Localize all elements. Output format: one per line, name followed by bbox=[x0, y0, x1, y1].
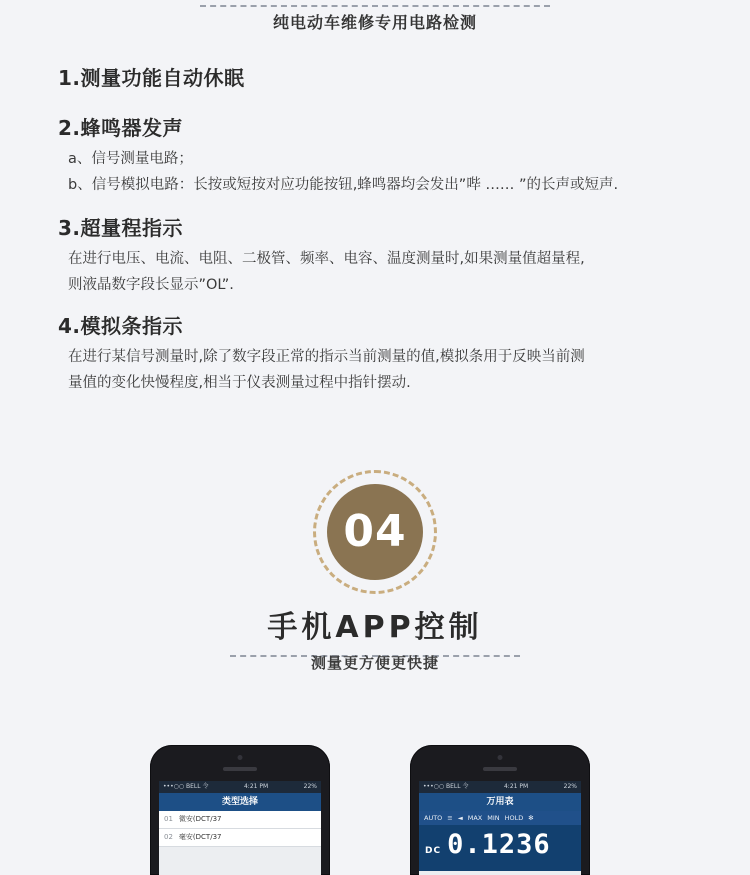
feature-item-2 bbox=[0, 110, 750, 198]
camera-icon bbox=[498, 755, 503, 760]
status-bar bbox=[159, 781, 321, 793]
list-item-index: 01 bbox=[164, 815, 173, 823]
feature-1-heading bbox=[0, 60, 750, 96]
status-time: 4:21 PM bbox=[243, 783, 269, 790]
feature-item-3 bbox=[0, 210, 750, 298]
meter-max-button[interactable]: MAX bbox=[467, 814, 483, 822]
top-divider bbox=[200, 5, 550, 7]
phone-mockup-right bbox=[410, 745, 590, 875]
feature-3-body bbox=[0, 246, 750, 298]
feature-2-heading bbox=[0, 110, 750, 146]
feature-item-4 bbox=[0, 308, 750, 396]
status-time: 4:21 PM bbox=[503, 783, 529, 790]
feature-2-title: 蜂鸣器发声 bbox=[80, 116, 184, 140]
section-badge bbox=[0, 470, 750, 598]
list-item-label: 微安(DCT/37 bbox=[178, 815, 222, 823]
feature-3-heading bbox=[0, 210, 750, 246]
feature-4-title: 模拟条指示 bbox=[80, 314, 184, 338]
feature-1-title: 测量功能自动休眠 bbox=[80, 66, 245, 90]
meter-min-button[interactable]: MIN bbox=[487, 814, 500, 822]
feature-2-number: 2. bbox=[58, 116, 81, 140]
phone-screen-right bbox=[419, 781, 581, 875]
feature-3-line-2: 则液晶数字段长显示”OL”. bbox=[68, 277, 234, 293]
status-carrier: •••○○ BELL 令 bbox=[423, 783, 469, 790]
feature-4-number: 4. bbox=[58, 314, 81, 338]
meter-mode-label: DC bbox=[425, 846, 442, 856]
page-title: 纯电动车维修专用电路检测 bbox=[272, 13, 477, 32]
speaker-grill bbox=[483, 767, 517, 771]
feature-1-number: 1. bbox=[58, 66, 81, 90]
feature-3-number: 3. bbox=[58, 216, 81, 240]
badge-number: 04 bbox=[327, 484, 423, 580]
feature-list bbox=[0, 60, 750, 400]
feature-4-line-2: 量值的变化快慢程度,相当于仪表测量过程中指针摆动. bbox=[68, 375, 411, 391]
badge-dashed-ring bbox=[313, 470, 437, 594]
meter-hold-button[interactable]: HOLD bbox=[504, 814, 524, 822]
bluetooth-icon: ✻ bbox=[528, 814, 534, 822]
menu-icon[interactable]: ≡ bbox=[447, 814, 453, 822]
meter-auto-button[interactable]: AUTO bbox=[424, 814, 443, 822]
meter-toolbar bbox=[419, 811, 581, 825]
status-battery: 22% bbox=[563, 783, 577, 790]
feature-item-1 bbox=[0, 60, 750, 96]
speaker-grill bbox=[223, 767, 257, 771]
list-item-index: 02 bbox=[164, 833, 173, 841]
phone-mockup-left bbox=[150, 745, 330, 875]
list-item-label: 毫安(DCT/37 bbox=[178, 833, 222, 841]
camera-icon bbox=[238, 755, 243, 760]
feature-3-line-1: 在进行电压、电流、电阻、二极管、频率、电容、温度测量时,如果测量值超量程, bbox=[68, 251, 585, 267]
list-item[interactable] bbox=[159, 811, 321, 829]
section-subtitle: 测量更方便更快捷 bbox=[310, 654, 439, 672]
meter-value: 0.1236 bbox=[447, 829, 551, 860]
feature-4-line-1: 在进行某信号测量时,除了数字段正常的指示当前测量的值,模拟条用于反映当前测 bbox=[68, 349, 585, 365]
status-bar bbox=[419, 781, 581, 793]
feature-2-line-1: a、信号测量电路； bbox=[68, 151, 193, 167]
status-battery: 22% bbox=[303, 783, 317, 790]
feature-4-heading bbox=[0, 308, 750, 344]
app-nav-title: 万用表 bbox=[419, 793, 581, 811]
section-title: 手机APP控制 bbox=[267, 610, 483, 645]
back-icon[interactable]: ◄ bbox=[457, 814, 463, 822]
feature-2-body bbox=[0, 146, 750, 198]
list-item[interactable] bbox=[159, 829, 321, 847]
phone-screen-left bbox=[159, 781, 321, 875]
status-carrier: •••○○ BELL 令 bbox=[163, 783, 209, 790]
feature-3-title: 超量程指示 bbox=[80, 216, 184, 240]
feature-4-body bbox=[0, 344, 750, 396]
meter-reading bbox=[419, 825, 581, 871]
app-nav-title: 类型选择 bbox=[159, 793, 321, 811]
feature-2-line-2: b、信号模拟电路：长按或短按对应功能按钮,蜂鸣器均会发出”哔 …… ”的长声或短声. bbox=[68, 177, 619, 193]
